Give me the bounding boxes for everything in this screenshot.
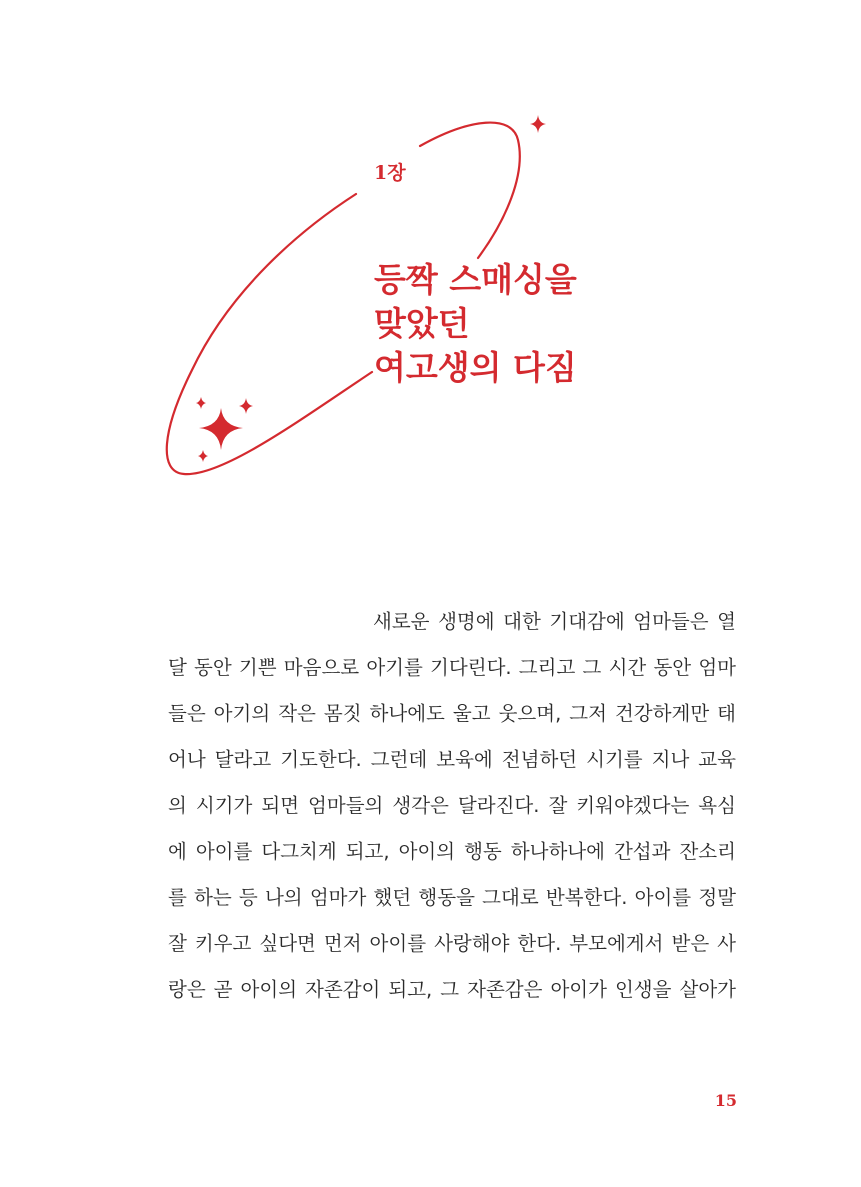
chapter-label: 1장 [374, 162, 406, 184]
body-line: 잘 키우고 싶다면 먼저 아이를 사랑해야 한다. 부모에게서 받은 사 [168, 932, 736, 955]
chapter-title-line: 등짝 스매싱을 [374, 260, 577, 299]
body-paragraph [168, 599, 736, 1013]
body-line: 랑은 곧 아이의 자존감이 되고, 그 자존감은 아이가 인생을 살아가 [168, 978, 736, 1001]
sparkle-small-icon [198, 450, 208, 462]
body-line: 에 아이를 다그치게 되고, 아이의 행동 하나하나에 간섭과 잔소리 [168, 840, 736, 863]
body-line: 들은 아기의 작은 몸짓 하나에도 울고 웃으며, 그저 건강하게만 태 [168, 702, 736, 725]
body-line: 새로운 생명에 대한 기대감에 엄마들은 열 [373, 610, 736, 633]
chapter-title-line: 여고생의 다짐 [374, 348, 577, 387]
page-number: 15 [714, 1091, 737, 1110]
body-line: 어나 달라고 기도한다. 그런데 보육에 전념하던 시기를 지나 교육 [168, 748, 736, 771]
sparkle-icon [530, 115, 546, 133]
chapter-title-line: 맞았던 [374, 304, 470, 343]
body-line: 를 하는 등 나의 엄마가 했던 행동을 그대로 반복한다. 아이를 정말 [168, 886, 736, 909]
orbit-arc-left [167, 194, 372, 474]
body-line: 의 시기가 되면 엄마들의 생각은 달라진다. 잘 키워야겠다는 욕심 [168, 794, 736, 817]
orbit-arc-right [420, 123, 520, 258]
sparkle-small-icon [196, 397, 206, 409]
sparkle-large-icon [199, 408, 243, 450]
body-line: 달 동안 기쁜 마음으로 아기를 기다린다. 그리고 그 시간 동안 엄마 [168, 656, 736, 679]
sparkle-small-icon [239, 398, 253, 414]
chapter-title [374, 258, 577, 390]
